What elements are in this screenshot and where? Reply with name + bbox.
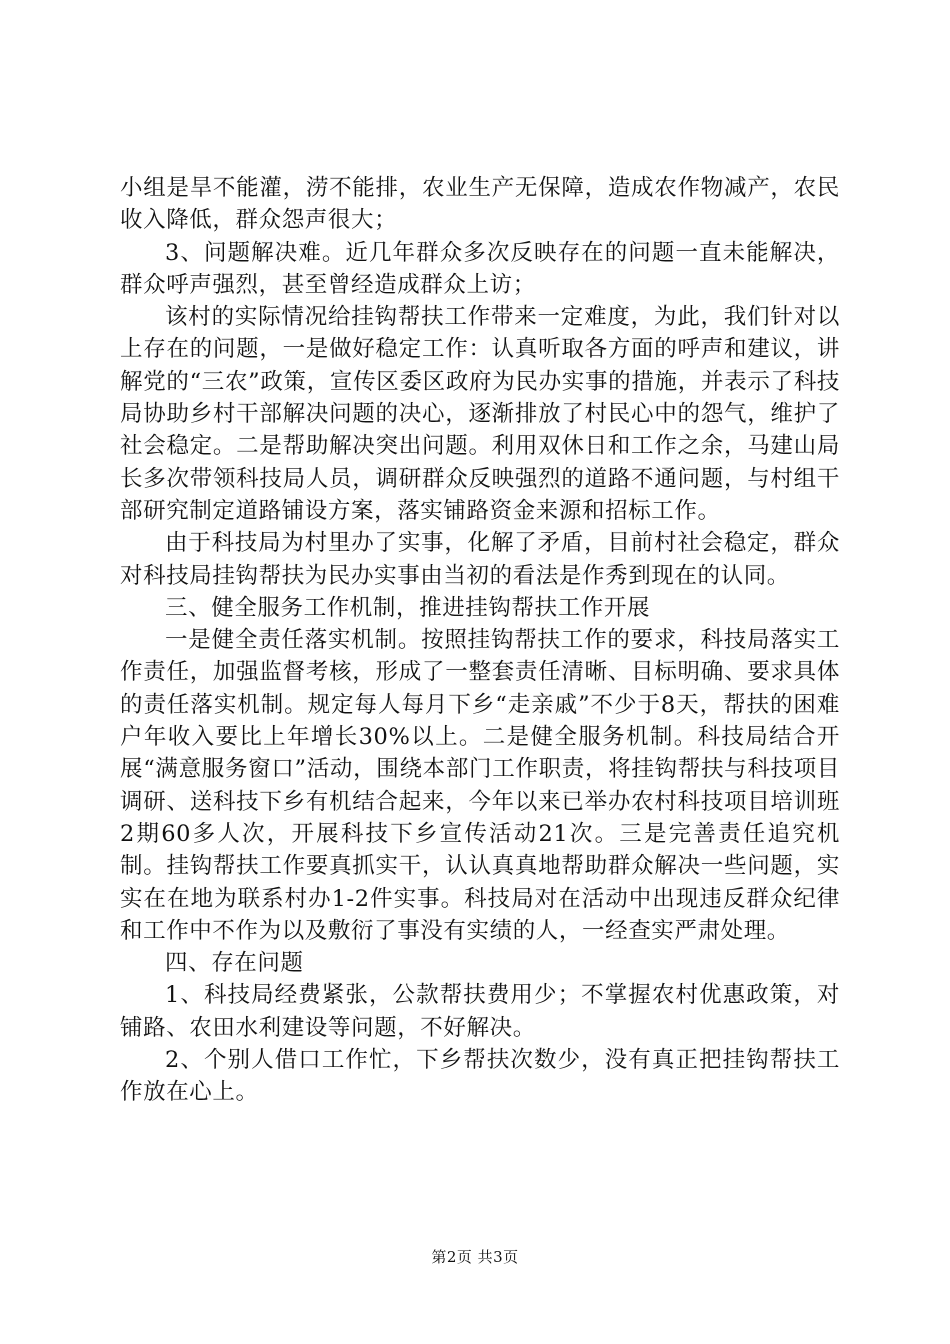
page-footer: 第2页 共3页 (431, 1248, 519, 1266)
paragraph-measures: 该村的实际情况给挂钩帮扶工作带来一定难度，为此，我们针对以上存在的问题，一是做好稳定工作：认真听取各方面的呼声和建议，讲解党的“三农”政策，宣传区委区政府为民办实事的措施，并表示了科技局协助乡村干部解决问题的决心，逐渐排放了村民心中的怨气，维护了社会稳定。二是帮助解决突出问题。利用双休日和工作之余，马建山局长多次带领科技局人员，调研群众反映强烈的道路不通问题，与村组干部研究制定道路铺设方案，落实铺路资金来源和招标工作。 (120, 304, 840, 524)
paragraph-mechanisms: 一是健全责任落实机制。按照挂钩帮扶工作的要求，科技局落实工作责任，加强监督考核，形成了一整套责任清晰、目标明确、要求具体的责任落实机制。规定每人每月下乡“走亲戚”不少于8天，帮扶的困难户年收入要比上年增长30%以上。二是健全服务机制。科技局结合开展“满意服务窗口”活动，围绕本部门工作职责，将挂钩帮扶与科技项目调研、送科技下乡有机结合起来，今年以来已举办农村科技项目培训班2期60多人次，开展科技下乡宣传活动21次。三是完善责任追究机制。挂钩帮扶工作要真抓实干，认认真真地帮助群众解决一些问题，实实在在地为联系村办1-2件实事。科技局对在活动中出现违反群众纪律和工作中不作为以及敷衍了事没有实绩的人，一经查实严肃处理。 (120, 627, 840, 944)
paragraph-issue-2: 2、个别人借口工作忙，下乡帮扶次数少，没有真正把挂钩帮扶工作放在心上。 (120, 1047, 840, 1106)
section-heading-4: 四、存在问题 (165, 950, 304, 977)
paragraph-problem-3: 3、问题解决难。近几年群众多次反映存在的问题一直未能解决，群众呼声强烈，甚至曾经造成群众上访； (120, 239, 840, 298)
section-heading-3: 三、健全服务工作机制，推进挂钩帮扶工作开展 (165, 594, 651, 621)
document-body (120, 172, 840, 1109)
paragraph-result: 由于科技局为村里办了实事，化解了矛盾，目前村社会稳定，群众对科技局挂钩帮扶为民办实事由当初的看法是作秀到现在的认同。 (120, 530, 840, 589)
paragraph-issue-1: 1、科技局经费紧张，公款帮扶费用少；不掌握农村优惠政策，对铺路、农田水利建设等问题，不好解决。 (120, 982, 840, 1041)
paragraph-continuation: 小组是旱不能灌，涝不能排，农业生产无保障，造成农作物减产，农民收入降低，群众怨声很大； (120, 175, 840, 234)
